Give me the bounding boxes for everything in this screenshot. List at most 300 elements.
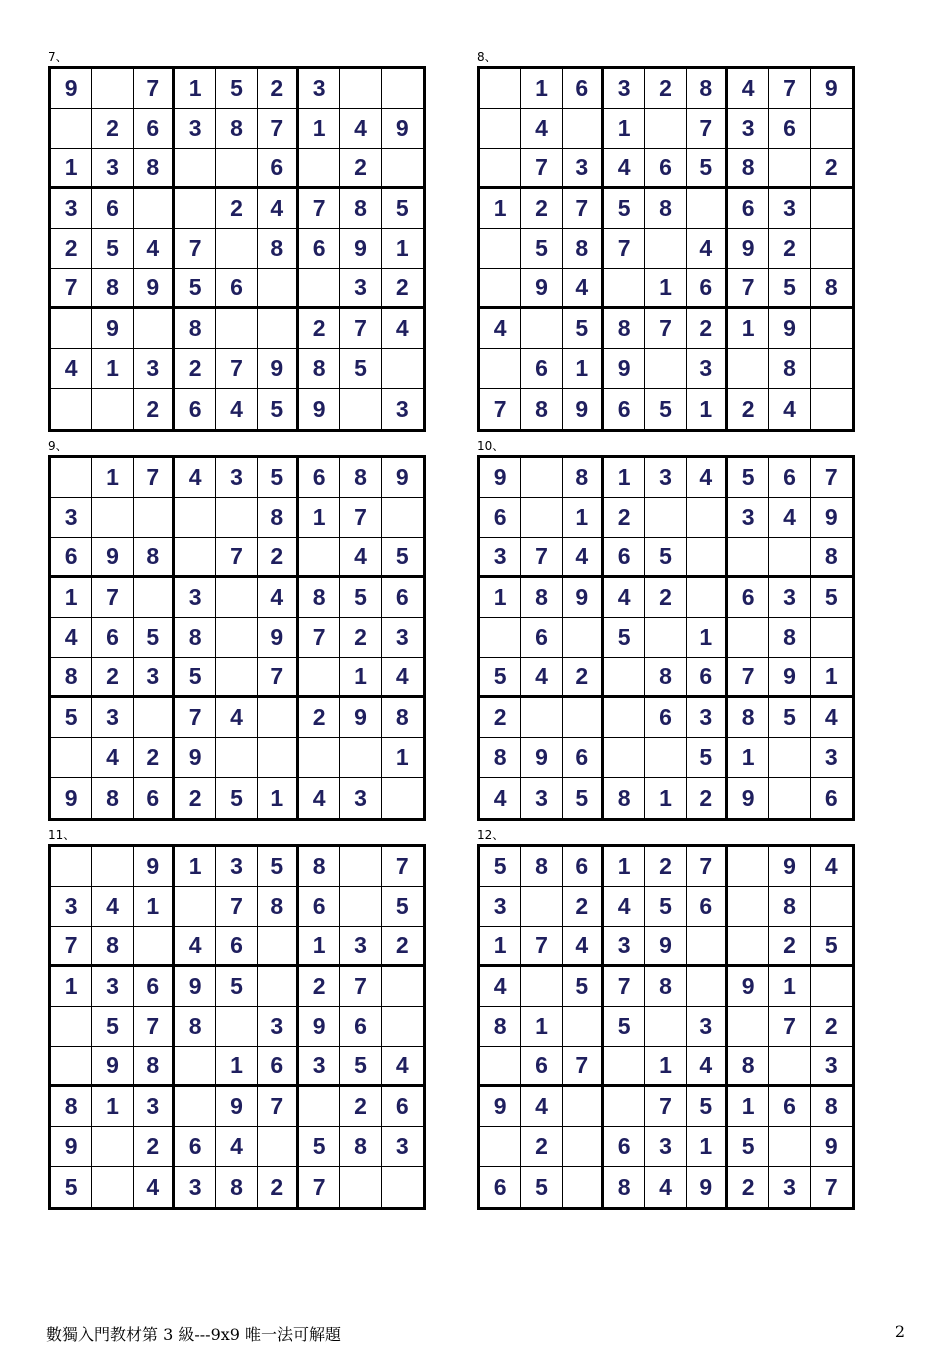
sudoku-cell: 6 [645, 149, 686, 189]
sudoku-cell [216, 309, 257, 349]
sudoku-cell: 7 [645, 309, 686, 349]
sudoku-cell [92, 69, 133, 109]
sudoku-cell [480, 349, 521, 389]
sudoku-cell [134, 189, 175, 229]
sudoku-cell: 3 [382, 1127, 423, 1167]
sudoku-cell: 3 [769, 578, 810, 618]
sudoku-cell [645, 349, 686, 389]
sudoku-cell: 8 [382, 698, 423, 738]
sudoku-cell: 6 [604, 389, 645, 429]
sudoku-cell [769, 538, 810, 578]
sudoku-cell [604, 738, 645, 778]
sudoku-cell: 6 [563, 69, 604, 109]
sudoku-cell: 3 [299, 1047, 340, 1087]
sudoku-cell [687, 578, 728, 618]
sudoku-cell: 3 [645, 1127, 686, 1167]
footer-title: 數獨入門教材第 3 級---9x9 唯一法可解題 [46, 1325, 342, 1344]
sudoku-cell: 7 [216, 538, 257, 578]
sudoku-cell [480, 149, 521, 189]
sudoku-cell [92, 1167, 133, 1207]
sudoku-cell: 5 [340, 349, 381, 389]
sudoku-cell: 7 [216, 349, 257, 389]
sudoku-cell [216, 229, 257, 269]
sudoku-cell: 9 [811, 1127, 852, 1167]
sudoku-cell: 1 [480, 578, 521, 618]
sudoku-cell: 2 [299, 698, 340, 738]
sudoku-cell: 3 [521, 778, 562, 818]
sudoku-cell: 4 [769, 498, 810, 538]
sudoku-cell: 9 [521, 738, 562, 778]
sudoku-cell [645, 109, 686, 149]
sudoku-cell: 4 [645, 1167, 686, 1207]
sudoku-cell: 5 [480, 658, 521, 698]
sudoku-cell: 8 [563, 458, 604, 498]
sudoku-cell: 5 [604, 189, 645, 229]
sudoku-cell: 5 [563, 967, 604, 1007]
sudoku-cell: 5 [769, 698, 810, 738]
sudoku-cell: 8 [340, 189, 381, 229]
sudoku-cell: 7 [824, 1173, 838, 1200]
sudoku-cell: 3 [687, 349, 728, 389]
sudoku-cell: 2 [769, 927, 810, 967]
sudoku-cell [299, 1087, 340, 1127]
sudoku-cell [216, 618, 257, 658]
sudoku-cell: 7 [563, 189, 604, 229]
sudoku-cell: 8 [216, 1167, 257, 1207]
sudoku-cell [563, 618, 604, 658]
sudoku-cell [521, 458, 562, 498]
sudoku-cell: 9 [563, 389, 604, 429]
sudoku-cell: 8 [258, 498, 299, 538]
sudoku-cell: 6 [480, 1167, 521, 1207]
sudoku-cell: 5 [299, 1127, 340, 1167]
sudoku-cell: 6 [687, 269, 728, 309]
sudoku-cell: 9 [340, 698, 381, 738]
sudoku-grid [48, 844, 426, 1210]
sudoku-cell: 1 [728, 309, 769, 349]
sudoku-cell: 5 [645, 389, 686, 429]
sudoku-cell: 8 [769, 349, 810, 389]
sudoku-cell: 5 [258, 847, 299, 887]
sudoku-cell [604, 269, 645, 309]
sudoku-cell [175, 1087, 216, 1127]
sudoku-cell: 2 [480, 698, 521, 738]
sudoku-cell [51, 109, 92, 149]
sudoku-cell: 9 [258, 618, 299, 658]
sudoku-cell: 7 [687, 109, 728, 149]
sudoku-cell: 5 [521, 229, 562, 269]
sudoku-cell: 6 [480, 498, 521, 538]
sudoku-cell: 5 [51, 1167, 92, 1207]
sudoku-cell [521, 967, 562, 1007]
sudoku-cell: 2 [645, 69, 686, 109]
sudoku-cell [382, 778, 423, 818]
sudoku-cell: 9 [480, 1087, 521, 1127]
sudoku-cell: 1 [340, 658, 381, 698]
sudoku-cell: 6 [299, 887, 340, 927]
sudoku-cell [51, 1047, 92, 1087]
sudoku-cell: 8 [175, 1007, 216, 1047]
sudoku-cell: 7 [175, 698, 216, 738]
sudoku-cell [728, 618, 769, 658]
sudoku-cell: 8 [258, 229, 299, 269]
sudoku-grid [48, 455, 426, 821]
sudoku-cell: 5 [604, 618, 645, 658]
sudoku-cell [134, 578, 175, 618]
sudoku-cell [258, 269, 299, 309]
sudoku-cell: 5 [382, 887, 423, 927]
sudoku-cell: 4 [216, 1127, 257, 1167]
sudoku-cell [216, 149, 257, 189]
sudoku-cell [769, 1047, 810, 1087]
sudoku-cell: 9 [728, 778, 769, 818]
sudoku-cell: 4 [340, 538, 381, 578]
sudoku-cell: 2 [258, 69, 299, 109]
sudoku-cell: 6 [521, 618, 562, 658]
sudoku-cell: 1 [687, 1127, 728, 1167]
sudoku-cell [51, 847, 92, 887]
sudoku-cell [92, 389, 133, 429]
sudoku-cell: 5 [92, 1007, 133, 1047]
sudoku-cell: 5 [382, 189, 423, 229]
sudoku-cell [728, 349, 769, 389]
sudoku-cell [92, 498, 133, 538]
sudoku-cell [175, 1047, 216, 1087]
sudoku-cell: 9 [769, 309, 810, 349]
sudoku-cell: 3 [728, 109, 769, 149]
sudoku-cell: 6 [51, 538, 92, 578]
sudoku-cell: 6 [258, 149, 299, 189]
sudoku-cell: 3 [134, 349, 175, 389]
sudoku-cell: 4 [563, 927, 604, 967]
sudoku-cell [175, 149, 216, 189]
sudoku-cell: 2 [340, 149, 381, 189]
sudoku-cell: 1 [728, 738, 769, 778]
sudoku-cell: 1 [521, 69, 562, 109]
sudoku-cell: 5 [604, 1007, 645, 1047]
sudoku-cell [340, 1167, 381, 1207]
sudoku-cell: 1 [258, 778, 299, 818]
sudoku-cell [480, 269, 521, 309]
sudoku-cell: 5 [811, 578, 852, 618]
sudoku-cell [299, 149, 340, 189]
sudoku-cell: 5 [134, 618, 175, 658]
sudoku-cell: 7 [480, 389, 521, 429]
puzzle-label: 11、 [48, 828, 76, 842]
sudoku-cell: 4 [258, 189, 299, 229]
puzzle-label: 7、 [48, 50, 68, 64]
sudoku-cell: 5 [382, 538, 423, 578]
sudoku-grid [477, 66, 855, 432]
sudoku-cell: 1 [51, 967, 92, 1007]
sudoku-cell: 4 [769, 389, 810, 429]
sudoku-cell: 8 [134, 149, 175, 189]
sudoku-cell: 5 [728, 1127, 769, 1167]
sudoku-cell [645, 229, 686, 269]
sudoku-cell: 8 [728, 149, 769, 189]
sudoku-cell: 4 [604, 578, 645, 618]
sudoku-cell: 9 [728, 229, 769, 269]
sudoku-cell: 8 [299, 578, 340, 618]
sudoku-cell: 2 [645, 847, 686, 887]
sudoku-cell: 4 [521, 658, 562, 698]
sudoku-cell: 4 [216, 389, 257, 429]
sudoku-cell [521, 309, 562, 349]
sudoku-cell: 3 [645, 458, 686, 498]
sudoku-cell: 2 [728, 1167, 769, 1207]
sudoku-cell: 4 [258, 578, 299, 618]
sudoku-cell: 1 [604, 847, 645, 887]
sudoku-cell: 6 [92, 618, 133, 658]
sudoku-cell: 7 [687, 847, 728, 887]
sudoku-cell: 5 [340, 578, 381, 618]
sudoku-cell: 4 [811, 698, 852, 738]
sudoku-cell: 4 [604, 149, 645, 189]
sudoku-cell: 7 [258, 1087, 299, 1127]
sudoku-cell: 6 [134, 778, 175, 818]
sudoku-cell [811, 189, 852, 229]
sudoku-cell: 3 [563, 149, 604, 189]
sudoku-cell [258, 309, 299, 349]
sudoku-cell: 5 [521, 1167, 562, 1207]
sudoku-cell [51, 1007, 92, 1047]
sudoku-cell [216, 498, 257, 538]
sudoku-cell: 8 [216, 109, 257, 149]
sudoku-cell: 7 [134, 69, 175, 109]
sudoku-cell: 2 [604, 498, 645, 538]
sudoku-cell [258, 698, 299, 738]
sudoku-cell: 8 [604, 1167, 645, 1207]
sudoku-cell: 6 [92, 189, 133, 229]
sudoku-cell: 2 [92, 658, 133, 698]
sudoku-cell: 7 [134, 1007, 175, 1047]
sudoku-cell: 8 [299, 847, 340, 887]
sudoku-cell: 6 [216, 269, 257, 309]
sudoku-cell: 8 [645, 189, 686, 229]
sudoku-cell: 4 [340, 109, 381, 149]
sudoku-cell: 1 [51, 149, 92, 189]
sudoku-cell: 7 [216, 887, 257, 927]
sudoku-cell: 1 [645, 269, 686, 309]
sudoku-cell [382, 1167, 423, 1207]
sudoku-cell: 5 [728, 458, 769, 498]
sudoku-cell: 1 [51, 578, 92, 618]
sudoku-cell: 2 [382, 927, 423, 967]
sudoku-cell: 9 [51, 1127, 92, 1167]
sudoku-cell: 6 [382, 578, 423, 618]
sudoku-cell: 6 [382, 1087, 423, 1127]
sudoku-cell [258, 1127, 299, 1167]
sudoku-cell [769, 778, 810, 818]
sudoku-cell [299, 538, 340, 578]
sudoku-cell [687, 538, 728, 578]
sudoku-cell: 7 [340, 967, 381, 1007]
sudoku-cell: 4 [563, 269, 604, 309]
sudoku-cell: 9 [134, 847, 175, 887]
sudoku-cell [382, 349, 423, 389]
sudoku-cell [175, 189, 216, 229]
sudoku-cell: 9 [175, 738, 216, 778]
sudoku-cell: 7 [645, 1087, 686, 1127]
sudoku-cell [811, 967, 852, 1007]
sudoku-cell: 6 [604, 538, 645, 578]
sudoku-cell: 8 [175, 618, 216, 658]
sudoku-cell: 7 [299, 618, 340, 658]
sudoku-cell: 6 [728, 189, 769, 229]
sudoku-cell [769, 1127, 810, 1167]
sudoku-cell: 1 [299, 498, 340, 538]
sudoku-cell: 8 [769, 887, 810, 927]
sudoku-cell [340, 887, 381, 927]
sudoku-cell: 8 [134, 1047, 175, 1087]
sudoku-cell: 3 [134, 1087, 175, 1127]
sudoku-cell: 8 [521, 847, 562, 887]
sudoku-cell: 9 [811, 498, 852, 538]
sudoku-cell [811, 109, 852, 149]
sudoku-cell: 2 [340, 1087, 381, 1127]
sudoku-cell [521, 498, 562, 538]
sudoku-cell: 3 [51, 887, 92, 927]
sudoku-cell: 8 [521, 578, 562, 618]
sudoku-cell: 6 [299, 458, 340, 498]
sudoku-cell [480, 618, 521, 658]
sudoku-cell: 6 [687, 658, 728, 698]
sudoku-cell: 4 [687, 1047, 728, 1087]
sudoku-cell: 8 [645, 658, 686, 698]
sudoku-cell: 9 [340, 229, 381, 269]
sudoku-cell: 7 [51, 269, 92, 309]
sudoku-cell: 6 [521, 349, 562, 389]
sudoku-cell: 8 [51, 658, 92, 698]
sudoku-cell: 1 [480, 189, 521, 229]
sudoku-cell: 2 [340, 618, 381, 658]
sudoku-cell: 6 [824, 784, 838, 811]
sudoku-cell: 7 [769, 1007, 810, 1047]
sudoku-cell: 9 [645, 927, 686, 967]
sudoku-cell [728, 847, 769, 887]
sudoku-cell: 7 [258, 658, 299, 698]
sudoku-cell: 1 [645, 778, 686, 818]
sudoku-cell: 3 [340, 269, 381, 309]
sudoku-cell: 6 [563, 847, 604, 887]
sudoku-cell [811, 349, 852, 389]
sudoku-cell: 5 [175, 658, 216, 698]
sudoku-cell: 4 [563, 538, 604, 578]
sudoku-cell: 2 [769, 229, 810, 269]
sudoku-cell: 4 [687, 229, 728, 269]
sudoku-cell [563, 1007, 604, 1047]
sudoku-cell: 3 [92, 149, 133, 189]
sudoku-cell [687, 967, 728, 1007]
sudoku-cell [563, 109, 604, 149]
sudoku-cell: 7 [521, 927, 562, 967]
puzzle-label: 10、 [477, 439, 505, 453]
sudoku-cell [382, 69, 423, 109]
sudoku-cell: 7 [521, 149, 562, 189]
sudoku-cell: 7 [175, 229, 216, 269]
sudoku-cell: 2 [134, 1127, 175, 1167]
sudoku-cell [51, 389, 92, 429]
sudoku-cell [382, 149, 423, 189]
sudoku-cell [175, 538, 216, 578]
sudoku-cell: 5 [687, 149, 728, 189]
sudoku-cell: 2 [299, 967, 340, 1007]
sudoku-cell: 3 [604, 927, 645, 967]
sudoku-cell: 9 [258, 349, 299, 389]
sudoku-cell: 5 [563, 778, 604, 818]
sudoku-cell: 3 [340, 927, 381, 967]
sudoku-cell: 1 [604, 458, 645, 498]
sudoku-cell [521, 887, 562, 927]
sudoku-cell: 8 [604, 778, 645, 818]
sudoku-cell: 8 [51, 1087, 92, 1127]
sudoku-cell: 1 [645, 1047, 686, 1087]
sudoku-cell: 6 [645, 698, 686, 738]
sudoku-cell [480, 229, 521, 269]
sudoku-cell: 8 [175, 309, 216, 349]
sudoku-cell: 1 [769, 967, 810, 1007]
sudoku-cell: 5 [769, 269, 810, 309]
sudoku-cell: 2 [811, 1007, 852, 1047]
sudoku-cell [521, 698, 562, 738]
sudoku-cell: 7 [563, 1047, 604, 1087]
sudoku-cell [728, 1007, 769, 1047]
sudoku-cell: 9 [51, 69, 92, 109]
sudoku-cell: 9 [769, 847, 810, 887]
sudoku-cell: 4 [480, 967, 521, 1007]
sudoku-cell: 3 [811, 1047, 852, 1087]
sudoku-cell: 6 [563, 738, 604, 778]
sudoku-cell: 9 [51, 778, 92, 818]
sudoku-cell: 3 [687, 698, 728, 738]
sudoku-cell: 1 [216, 1047, 257, 1087]
sudoku-cell: 2 [811, 149, 852, 189]
sudoku-cell: 7 [811, 458, 852, 498]
sudoku-cell: 7 [51, 927, 92, 967]
sudoku-cell: 2 [134, 389, 175, 429]
sudoku-cell: 1 [687, 618, 728, 658]
sudoku-cell [728, 538, 769, 578]
sudoku-cell: 8 [521, 389, 562, 429]
sudoku-cell: 3 [216, 458, 257, 498]
sudoku-cell: 3 [382, 618, 423, 658]
sudoku-cell: 8 [687, 69, 728, 109]
sudoku-cell [340, 69, 381, 109]
sudoku-cell: 4 [604, 887, 645, 927]
sudoku-cell: 8 [258, 887, 299, 927]
sudoku-cell: 4 [134, 1167, 175, 1207]
sudoku-cell: 3 [604, 69, 645, 109]
sudoku-cell [382, 498, 423, 538]
sudoku-cell [604, 658, 645, 698]
sudoku-cell: 4 [521, 109, 562, 149]
sudoku-cell: 7 [340, 498, 381, 538]
sudoku-cell [382, 1007, 423, 1047]
sudoku-cell: 5 [687, 1087, 728, 1127]
sudoku-cell: 5 [563, 309, 604, 349]
sudoku-cell: 5 [258, 458, 299, 498]
sudoku-cell: 1 [811, 658, 852, 698]
sudoku-cell: 6 [134, 109, 175, 149]
sudoku-cell [645, 498, 686, 538]
sudoku-cell: 3 [480, 887, 521, 927]
sudoku-cell: 9 [299, 1007, 340, 1047]
sudoku-cell: 3 [769, 1167, 810, 1207]
sudoku-cell: 2 [175, 778, 216, 818]
sudoku-cell: 1 [92, 458, 133, 498]
sudoku-cell: 5 [687, 738, 728, 778]
sudoku-cell: 6 [258, 1047, 299, 1087]
